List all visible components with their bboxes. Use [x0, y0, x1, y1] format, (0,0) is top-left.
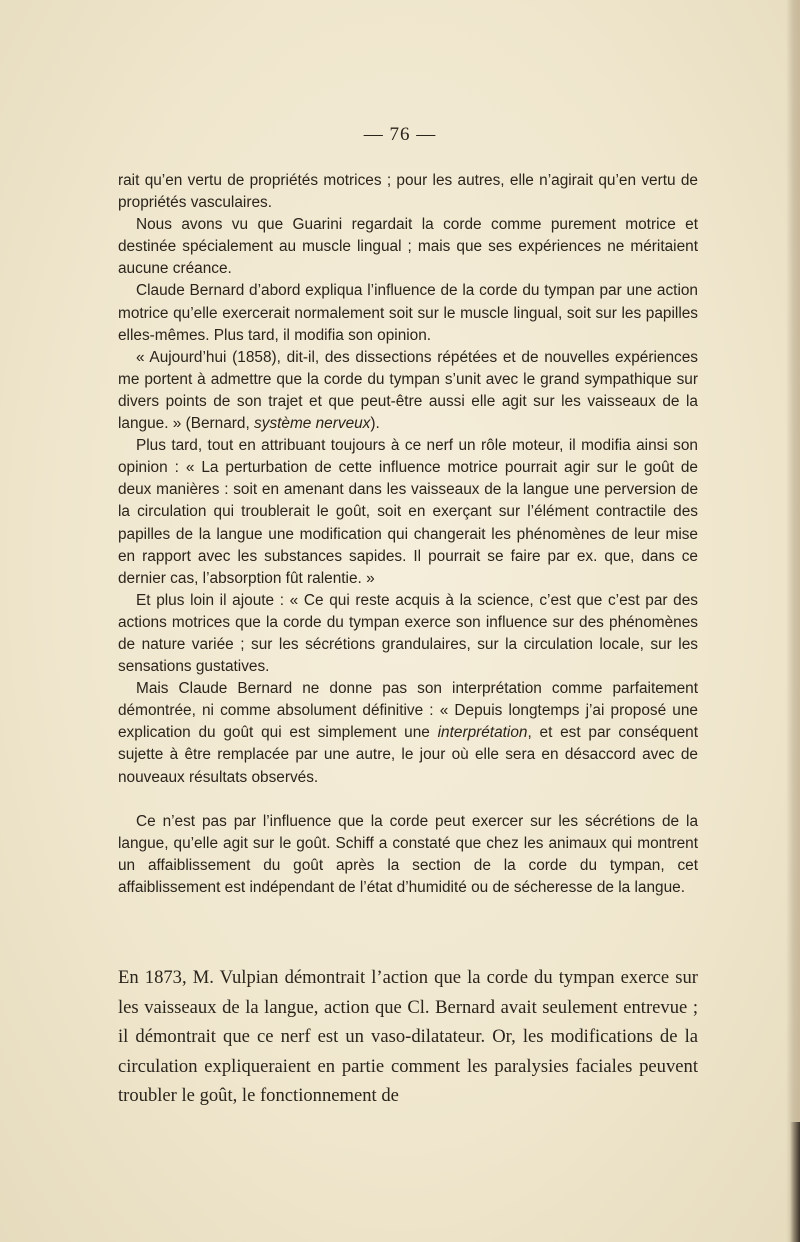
page-edge-shadow — [786, 0, 800, 1242]
paragraph-8: Ce n’est pas par l’influence que la corde peut exercer sur les sécrétions de la langue, qu’elle agit sur le goût. Schiff a constaté que chez les animaux qui montrent un affaiblissement du goût après la section de la corde du tympan, cet affaiblissement est indépendant de l’état d’humidité ou de sécheresse de la langue. — [118, 812, 698, 896]
paragraph-large: En 1873, M. Vulpian démontrait l’action que la corde du tympan exerce sur les vaisseaux de la langue, action que Cl. Bernard avait seulement entrevue ; il démontrait que ce nerf est un vaso-dilatateur. Or, les modifications de la circulation expliqueraient en partie comment les paralysies faciales peuvent troubler le goût, le fonctionnement de — [118, 967, 698, 1107]
paragraph-4-italic: système nerveux — [254, 415, 371, 433]
paragraph-7 — [118, 678, 698, 788]
paragraph-7-tail: , et est par conséquent sujette à être remplacée par une autre, le jour où elle sera en désaccord avec de nouveaux résultats observés. — [118, 724, 699, 786]
page-number: — 76 — — [363, 124, 437, 145]
paragraph-4-tail: ). — [370, 415, 380, 433]
large-body-text — [118, 963, 698, 1111]
paragraph-7-italic: interprétation — [437, 724, 528, 742]
paragraph-1: rait qu’en vertu de propriétés motrices ; pour les autres, elle n’agirait qu’en vertu de propriétés vasculaires. — [118, 172, 698, 212]
paragraph-2: Nous avons vu que Guarini regardait la corde comme purement motrice et destinée spécialement au muscle lingual ; mais que ses expériences ne méritaient aucune créance. — [118, 216, 698, 278]
page-edge-dark — [790, 1122, 800, 1242]
paragraph-4-text: « Aujourd’hui (1858), dit-il, des dissections répétées et de nouvelles expériences me portent à admettre que la corde du tympan s’unit avec le grand sympathique sur divers points de son trajet et que peut-être aussi elle agit sur les vaisseaux de la langue. » (Bernard, — [118, 348, 698, 433]
paragraph-3: Claude Bernard d’abord expliqua l’influence de la corde du tympan par une action motrice qu’elle exercerait normalement soit sur le muscle lingual, soit sur les papilles elles-mêmes. Plus tard, il modifia son opinion. — [118, 282, 698, 344]
paragraph-6: Et plus loin il ajoute : « Ce qui reste acquis à la science, c’est que c’est par des actions motrices que la corde du tympan exerce son influence sur des phénomènes de nature variée ; sur les sécrétions grandulaires, sur la circulation locale, sur les sensations gustatives. — [118, 591, 698, 676]
paragraph-5: Plus tard, tout en attribuant toujours à ce nerf un rôle moteur, il modifia ainsi son opinion : « La perturbation de cette influence motrice pourrait agir sur le goût de deux manières : soit en amenant dans les vaisseaux de la langue une perversion de la circulation qui troublerait le goût, soit en exerçant sur l’élément contractile des papilles de la langue une modification qui changerait les phénomènes de leur mise en rapport avec les substances sapides. Il pourrait se faire par ex. que, dans ce dernier cas, l’absorption fût ralentie. » — [118, 437, 698, 587]
body-text — [118, 170, 698, 899]
paragraph-7-text: Mais Claude Bernard ne donne pas son interprétation comme parfaitement démontrée, ni comme absolument définitive : « Depuis longtemps j’ai proposé une explication du goût qui est simplement une — [118, 680, 698, 742]
paragraph-4 — [118, 347, 698, 435]
